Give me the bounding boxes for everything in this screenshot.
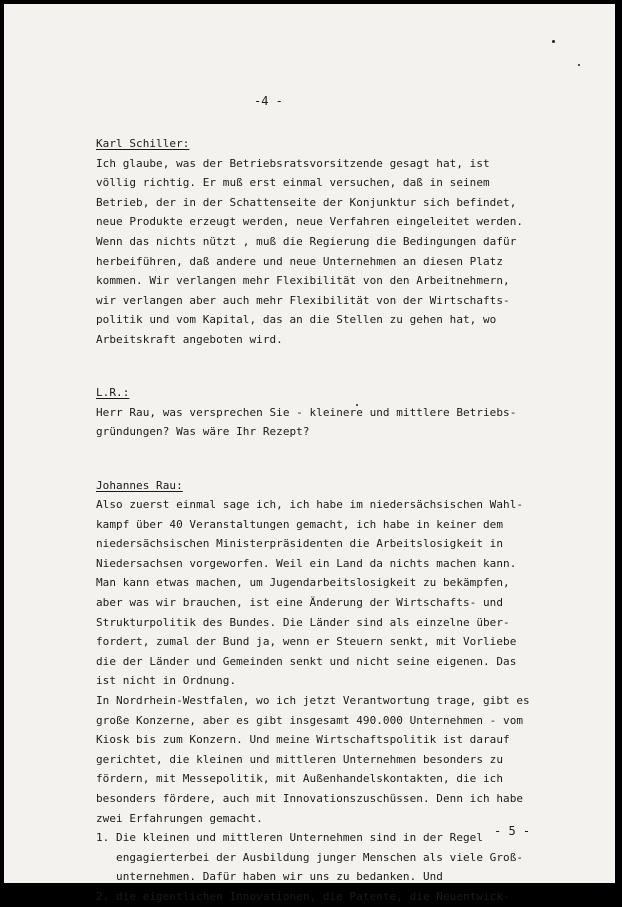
- paragraph-gap: [96, 369, 586, 383]
- speaker-name: Johannes Rau:: [96, 478, 183, 492]
- list-item: 1. Die kleinen und mittleren Unternehmen sind in der Regel: [96, 831, 484, 845]
- paragraph-gap: [96, 442, 586, 462]
- text-line: Wenn das nichts nützt , muß die Regierung die Bedingungen dafür: [96, 234, 517, 248]
- text-line: neue Produkte erzeugt werden, neue Verfahren eingeleitet werden.: [96, 215, 524, 229]
- text-line: die der Länder und Gemeinden senkt und nicht seine eigenen. Das: [96, 654, 517, 668]
- text-line: Also zuerst einmal sage ich, ich habe im niedersächsischen Wahl-: [96, 498, 524, 512]
- text-line: kommen. Wir verlangen mehr Flexibilität von den Arbeitnehmern,: [96, 274, 510, 288]
- text-line: In Nordrhein-Westfalen, wo ich jetzt Verantwortung trage, gibt es: [96, 694, 530, 708]
- transcript-body: [96, 134, 586, 907]
- paragraph-gap: [96, 350, 586, 370]
- speaker-name: L.R.:: [96, 386, 130, 400]
- text-line: Man kann etwas machen, um Jugendarbeitslosigkeit zu bekämpfen,: [96, 576, 510, 590]
- list-item: 2. die eigentlichen Innovationen, die Patente, die Neuentwick-: [96, 889, 510, 903]
- text-line: kampf über 40 Veranstaltungen gemacht, ich habe in keiner dem: [96, 517, 504, 531]
- paragraph-gap: [96, 462, 586, 476]
- list-item-continuation: engagierterbei der Ausbildung junger Menschen als viele Groß-: [96, 850, 524, 864]
- text-line: ist nicht in Ordnung.: [96, 674, 237, 688]
- text-line: Herr Rau, was versprechen Sie - kleinere und mittlere Betriebs-: [96, 405, 517, 419]
- text-line: politik und vom Kapital, das an die Stellen zu gehen hat, wo: [96, 313, 497, 327]
- text-line: fördern, mit Messepolitik, mit Außenhandelskontakten, die ich: [96, 772, 504, 786]
- next-page-marker: - 5 -: [494, 824, 531, 838]
- text-line: große Konzerne, aber es gibt insgesamt 490.000 Unternehmen - vom: [96, 713, 524, 727]
- text-line: niedersächsischen Ministerpräsidenten die Arbeitslosigkeit in: [96, 537, 504, 551]
- text-line: Kiosk bis zum Konzern. Und meine Wirtschaftspolitik ist darauf: [96, 733, 510, 747]
- text-line: zwei Erfahrungen gemacht.: [96, 811, 263, 825]
- text-line: Betrieb, der in der Schattenseite der Konjunktur sich befindet,: [96, 195, 517, 209]
- scan-speck: [552, 40, 555, 43]
- text-line: Arbeitskraft angeboten wird.: [96, 332, 283, 346]
- text-line: fordert, zumal der Bund ja, wenn er Steuern senkt, mit Vorliebe: [96, 635, 517, 649]
- scan-speck: [578, 64, 580, 66]
- text-line: besonders fördere, auch mit Innovationszuschüssen. Denn ich habe: [96, 792, 524, 805]
- speaker-name: Karl Schiller:: [96, 137, 190, 150]
- text-line: herbeiführen, daß andere und neue Unternehmen an diesen Platz: [96, 254, 504, 268]
- document-page: [4, 4, 615, 903]
- text-line: gerichtet, die kleinen und mittleren Unternehmen besonders zu: [96, 752, 504, 766]
- scan-speck: [356, 404, 358, 406]
- text-line: aber was wir brauchen, ist eine Änderung der Wirtschafts- und: [96, 596, 504, 610]
- text-line: gründungen? Was wäre Ihr Rezept?: [96, 425, 310, 439]
- page-number: -4 -: [254, 94, 283, 108]
- text-line: Niedersachsen vorgeworfen. Weil ein Land da nichts machen kann.: [96, 556, 517, 570]
- text-line: völlig richtig. Er muß erst einmal versuchen, daß in seinem: [96, 176, 490, 190]
- text-line: Ich glaube, was der Betriebsratsvorsitzende gesagt hat, ist: [96, 156, 490, 170]
- text-line: wir verlangen aber auch mehr Flexibilität von der Wirtschafts-: [96, 293, 510, 307]
- text-line: Strukturpolitik des Bundes. Die Länder sind als einzelne über-: [96, 615, 510, 629]
- list-item-continuation: unternehmen. Dafür haben wir uns zu bedanken. Und: [96, 870, 443, 884]
